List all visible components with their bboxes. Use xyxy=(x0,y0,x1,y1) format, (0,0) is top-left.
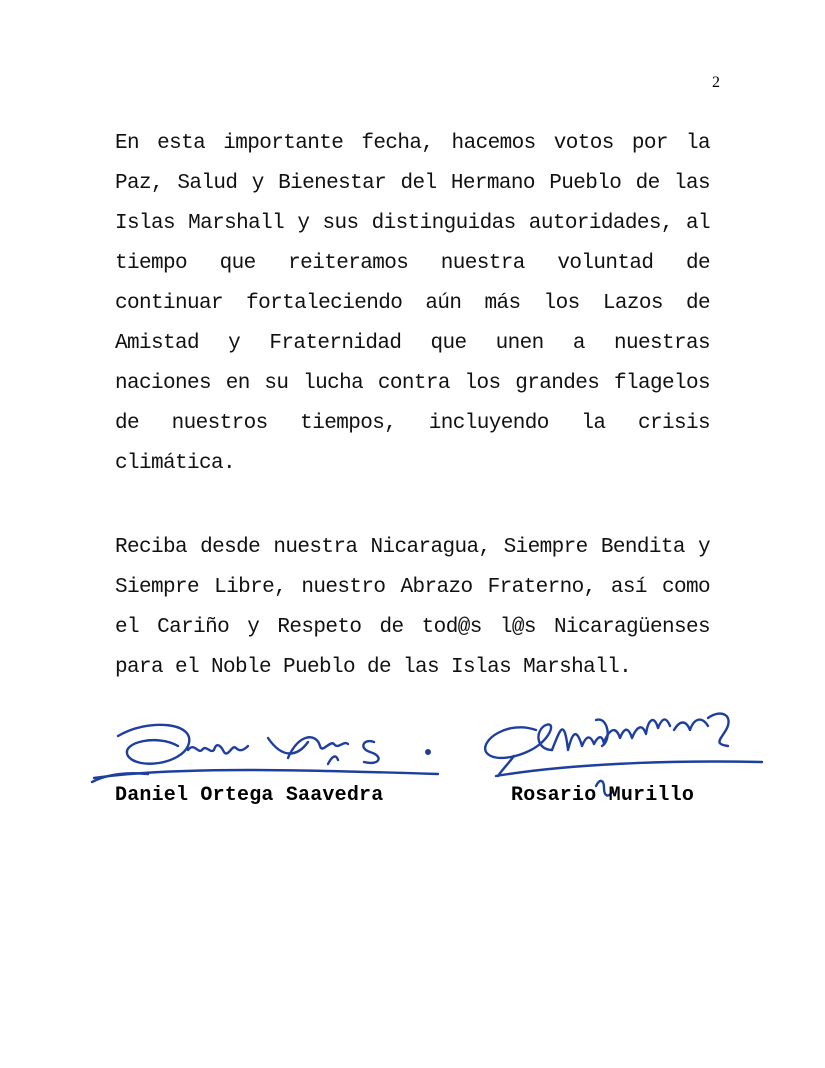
paragraph-greetings: Reciba desde nuestra Nicaragua, Siempre Bendita y Siempre Libre, nuestro Abrazo Fraterno, así como el Cariño y Respeto de tod@s l@s Nicaragüenses para el Noble Pueblo de las Islas Marshall. xyxy=(115,536,710,679)
page-number: 2 xyxy=(712,74,720,91)
signatory-name-daniel-ortega: Daniel Ortega Saavedra xyxy=(115,784,384,807)
paragraph-wishes: En esta importante fecha, hacemos votos por la Paz, Salud y Bienestar del Hermano Pueblo de las Islas Marshall y sus distinguidas autoridades, al tiempo que reiteramos nuestra voluntad de continuar fortaleciendo aún más los Lazos de Amistad y Fraternidad que unen a nuestras naciones en su lucha contra los grandes flagelos de nuestros tiempos, incluyendo la crisis climática. xyxy=(115,132,710,475)
signature-daniel-ortega xyxy=(88,712,448,790)
signatory-name-rosario-murillo: Rosario Murillo xyxy=(511,784,695,807)
